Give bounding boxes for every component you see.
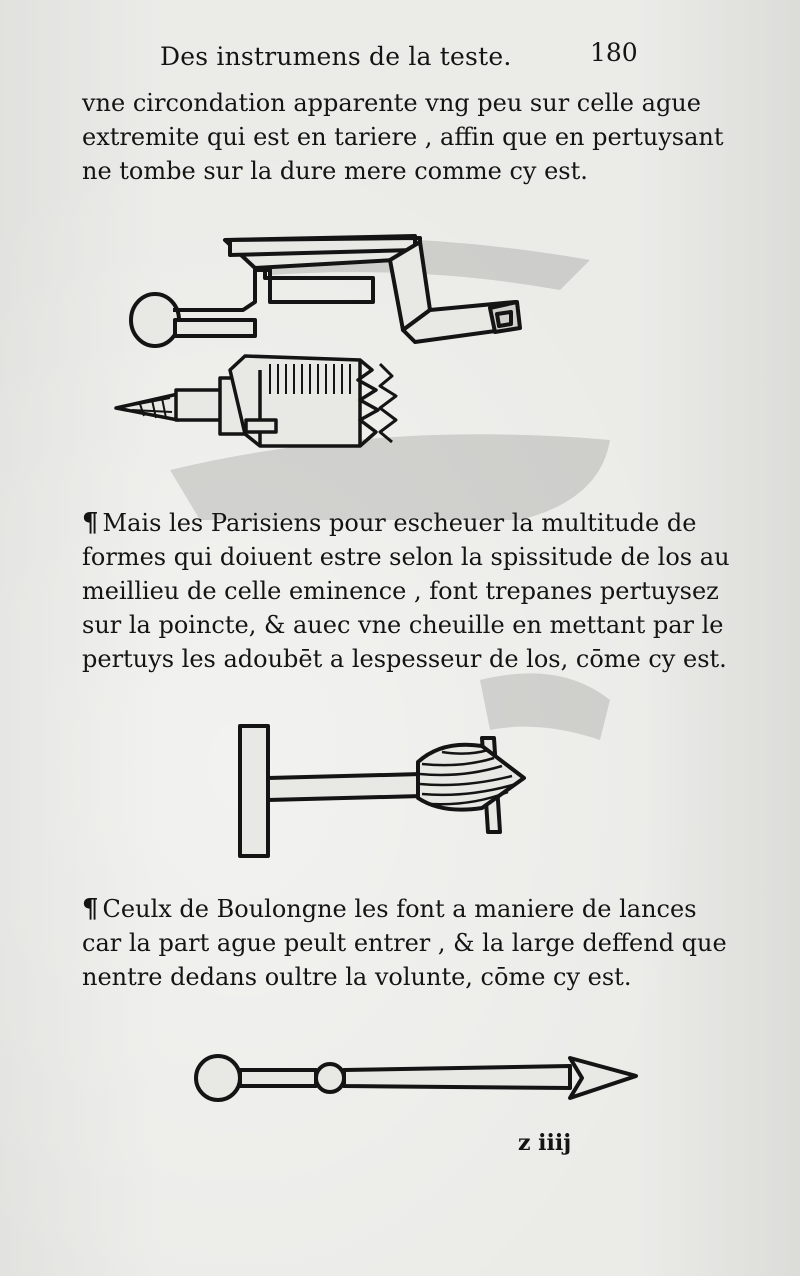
pilcrow-mark: ¶ [82, 894, 99, 924]
text-line [82, 506, 697, 540]
page-number: 180 [590, 38, 638, 67]
t-handle-trepan-woodcut [232, 722, 532, 862]
signature-mark: z iiij [518, 1130, 572, 1156]
pilcrow-mark: ¶ [82, 508, 99, 538]
text-line: meillieu de celle eminence , font trepanes pertuysez [82, 577, 719, 605]
text-line-content: Ceulx de Boulongne les font a maniere de lances [102, 895, 697, 923]
paragraph-2 [82, 506, 730, 676]
brace-crank-woodcut [125, 230, 535, 350]
running-head: Des instrumens de la teste. [160, 42, 512, 71]
text-line: ne tombe sur la dure mere comme cy est. [82, 157, 588, 185]
text-line: nentre dedans oultre la volunte, cōme cy est. [82, 963, 632, 991]
page-header [160, 38, 680, 78]
text-line-content: Mais les Parisiens pour escheuer la multitude de [102, 509, 697, 537]
text-line: vne circondation apparente vng peu sur celle ague [82, 89, 701, 117]
text-line [82, 892, 697, 926]
text-line: extremite qui est en tariere , affin que en pertuysant [82, 123, 724, 151]
paragraph-1 [82, 86, 724, 188]
paragraph-3 [82, 892, 727, 994]
text-line: pertuys les adoubēt a lespesseur de los, cōme cy est. [82, 645, 727, 673]
text-line: car la part ague peult entrer , & la large deffend que [82, 929, 727, 957]
trepan-crown-woodcut [110, 350, 410, 460]
text-line: sur la poincte, & auec vne cheuille en mettant par le [82, 611, 724, 639]
text-line: formes qui doiuent estre selon la spissitude de los au [82, 543, 730, 571]
lance-trepan-woodcut [190, 1042, 640, 1112]
